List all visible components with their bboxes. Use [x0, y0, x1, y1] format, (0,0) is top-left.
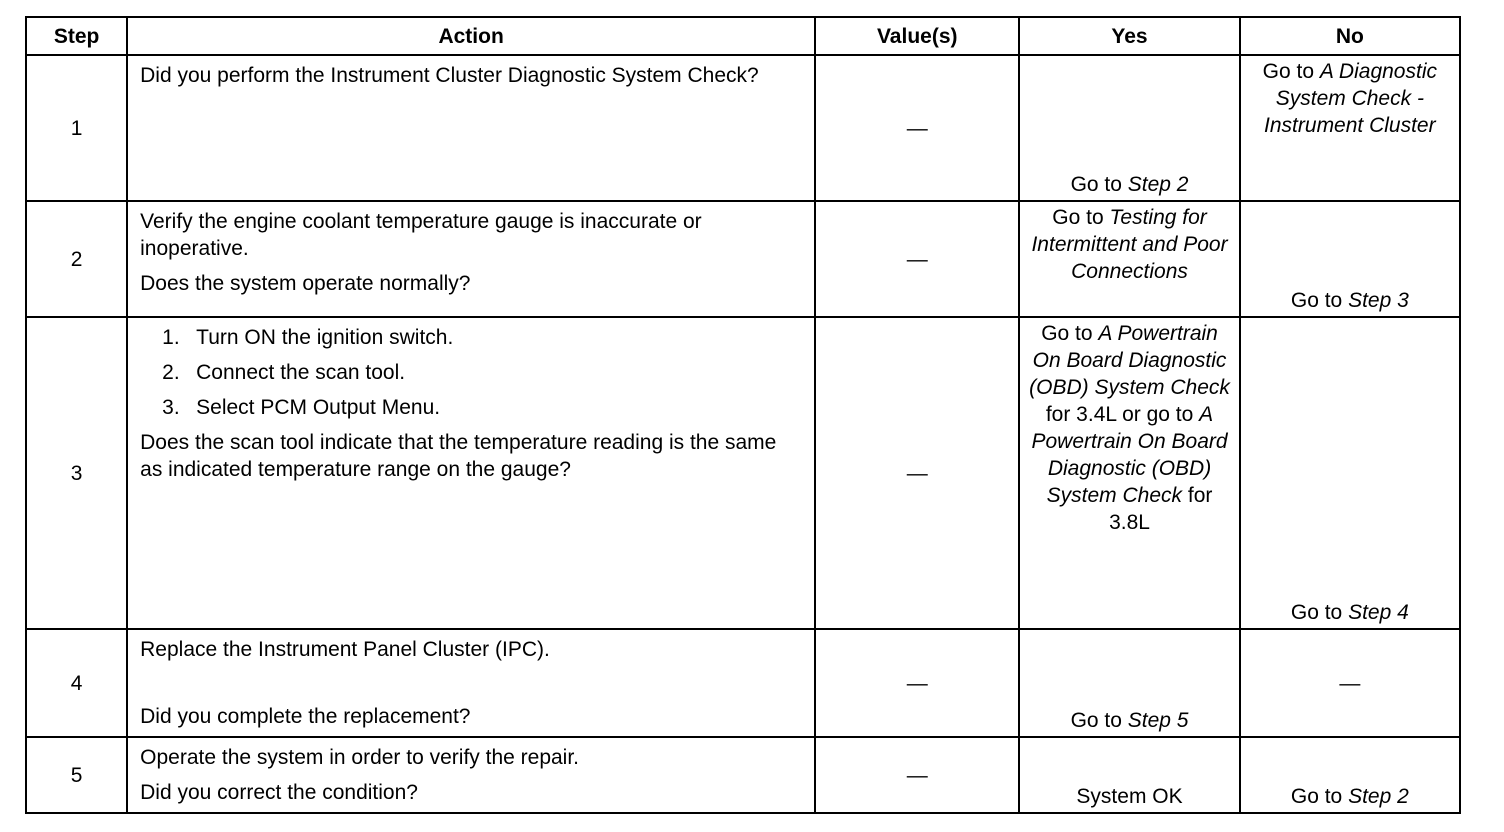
value-cell: —: [815, 55, 1019, 201]
list-item: [140, 394, 804, 421]
list-number: 3.: [162, 396, 180, 419]
value-cell: —: [815, 317, 1019, 629]
yes-prefix: Go to: [1052, 206, 1110, 229]
yes-cell: System OK: [1019, 737, 1239, 813]
no-cell: [1240, 201, 1460, 317]
list-text: Select PCM Output Menu.: [196, 396, 441, 419]
header-yes: Yes: [1019, 17, 1239, 55]
table-row: [26, 737, 1460, 813]
action-question: Did you complete the replacement?: [140, 705, 471, 728]
list-text: Turn ON the ignition switch.: [196, 326, 454, 349]
no-link[interactable]: Step 3: [1348, 289, 1409, 312]
diagnostic-table: [25, 16, 1461, 814]
yes-prefix: Go to: [1041, 322, 1099, 345]
action-cell: [127, 201, 815, 317]
action-cell: [127, 629, 815, 737]
yes-link[interactable]: Step 5: [1127, 709, 1189, 732]
no-link[interactable]: Step 2: [1348, 785, 1409, 808]
no-prefix: Go to: [1262, 60, 1320, 83]
action-spacer: [140, 671, 804, 703]
yes-cell: [1019, 55, 1239, 201]
action-list: [140, 324, 804, 421]
list-number: 2.: [162, 361, 180, 384]
list-number: 1.: [162, 326, 180, 349]
action-question: Did you correct the condition?: [140, 781, 418, 804]
yes-link[interactable]: Testing for Intermittent and Poor Connections: [1031, 206, 1228, 283]
header-no: No: [1240, 17, 1460, 55]
action-cell: [127, 55, 815, 201]
value-cell: —: [815, 201, 1019, 317]
header-action: Action: [127, 17, 815, 55]
action-text: Verify the engine coolant temperature gauge is inaccurate or inoperative.: [140, 210, 702, 260]
step-number: 4: [26, 629, 127, 737]
no-prefix: Go to: [1290, 601, 1349, 624]
step-number: 5: [26, 737, 127, 813]
table-row: [26, 55, 1460, 201]
no-link[interactable]: A Diagnostic System Check - Instrument Cluster: [1264, 60, 1437, 137]
action-text: Replace the Instrument Panel Cluster (IPC).: [140, 638, 550, 661]
yes-cell: [1019, 317, 1239, 629]
header-step: Step: [26, 17, 127, 55]
no-prefix: Go to: [1290, 289, 1349, 312]
no-cell: [1240, 737, 1460, 813]
table-row: [26, 317, 1460, 629]
action-question: Does the system operate normally?: [140, 272, 471, 295]
yes-link[interactable]: Step 2: [1127, 173, 1189, 196]
yes-prefix: Go to: [1070, 173, 1128, 196]
action-text: Did you perform the Instrument Cluster Diagnostic System Check?: [140, 64, 759, 87]
header-values: Value(s): [815, 17, 1019, 55]
value-cell: —: [815, 629, 1019, 737]
yes-suffix: for 3.8L: [1109, 484, 1213, 534]
no-cell: —: [1240, 629, 1460, 737]
yes-link-38l[interactable]: A Powertrain On Board Diagnostic (OBD) System Check: [1031, 403, 1228, 507]
action-text: Operate the system in order to verify the repair.: [140, 746, 580, 769]
table-row: [26, 629, 1460, 737]
action-cell: [127, 737, 815, 813]
header-row: [26, 17, 1460, 55]
no-link[interactable]: Step 4: [1348, 601, 1409, 624]
value-cell: —: [815, 737, 1019, 813]
action-cell: [127, 317, 815, 629]
step-number: 2: [26, 201, 127, 317]
step-number: 1: [26, 55, 127, 201]
yes-mid: for 3.4L or go to: [1045, 403, 1200, 426]
yes-cell: [1019, 629, 1239, 737]
list-item: [140, 324, 804, 351]
no-cell: [1240, 55, 1460, 201]
list-item: [140, 359, 804, 386]
yes-prefix: Go to: [1070, 709, 1128, 732]
no-prefix: Go to: [1290, 785, 1349, 808]
yes-cell: [1019, 201, 1239, 317]
list-text: Connect the scan tool.: [196, 361, 406, 384]
step-number: 3: [26, 317, 127, 629]
table-row: [26, 201, 1460, 317]
yes-link-34l[interactable]: A Powertrain On Board Diagnostic (OBD) System Check: [1029, 322, 1230, 399]
no-cell: [1240, 317, 1460, 629]
action-question: Does the scan tool indicate that the temperature reading is the same as indicated temperature range on the gauge?: [140, 431, 777, 481]
